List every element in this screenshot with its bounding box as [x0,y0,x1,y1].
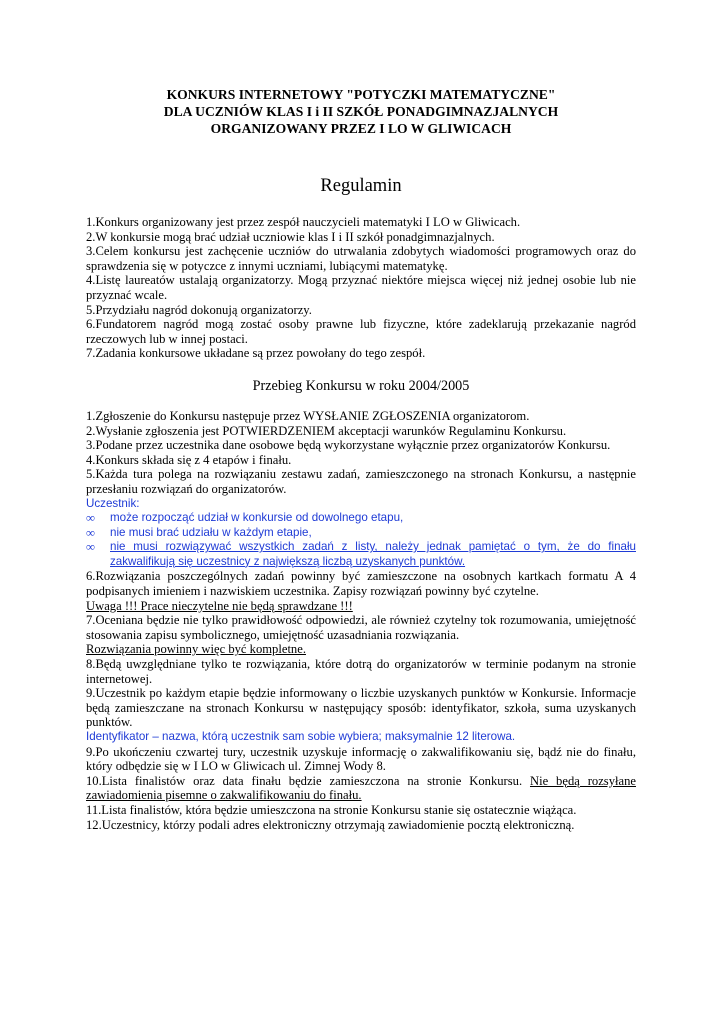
infinity-bullet-icon: ∞ [86,525,95,540]
uczestnik-bullet-2 [86,526,636,541]
infinity-bullet-icon: ∞ [86,511,95,526]
regulamin-point-5: 5.Przydziału nagród dokonują organizatorzy. [86,302,312,317]
regulamin-point-2: 2.W konkursie mogą brać udział uczniowie klas I i II szkół ponadgimnazjalnych. [86,229,495,244]
przebieg-point-9: 9.Uczestnik po każdym etapie będzie informowany o liczbie uzyskanych punktów w Konkursie. Informacje będą zamieszczane na stronach Konkursu w następujący sposób: identyfikator, szkoła, suma uzyskanych punktów. [86,686,636,730]
uczestnik-bullet-3 [86,540,636,569]
regulamin-point-6: 6.Fundatorem nagród mogą zostać osoby prawne lub fizyczne, które zadeklarują przekazanie nagród rzeczowych lub w innej postaci. [86,317,636,346]
przebieg-point-7: 7.Oceniana będzie nie tylko prawidłowość odpowiedzi, ale również czytelny tok rozumowania, umiejętność stosowania zapisu symbolicznego, umiejętność uzasadniania rozwiązania. [86,613,636,642]
przebieg-point-2: 2.Wysłanie zgłoszenia jest POTWIERDZENIEM akceptacji warunków Regulaminu Konkursu. [86,423,567,438]
infinity-bullet-icon: ∞ [86,540,95,555]
document-header [86,86,636,137]
regulamin-section [86,215,636,361]
bullet-text: może rozpocząć udział w konkursie od dowolnego etapu, [110,511,404,525]
point-10-notice: Nie będą rozsyłane zawiadomienia pisemne o zakwalifikowaniu do finału. [86,773,636,803]
przebieg-point-9b: 9.Po ukończeniu czwartej tury, uczestnik uzyskuje informację o zakwalifikowaniu się, bądź nie do finału, który odbędzie się w I LO w Gliwicach ul. Zimnej Wody 8. [86,744,636,774]
przebieg-point-8: 8.Będą uwzględniane tylko te rozwiązania, które dotrą do organizatorów w terminie podanym na stronie internetowej. [86,657,636,686]
kompletne-note: Rozwiązania powinny więc być kompletne. [86,642,306,657]
uczestnik-bullet-1 [86,511,636,526]
bullet-text: nie musi brać udziału w każdym etapie, [110,525,312,539]
przebieg-point-12: 12.Uczestnicy, którzy podali adres elektroniczny otrzymają zawiadomienie pocztą elektroniczną. [86,817,575,832]
header-line-1: KONKURS INTERNETOWY "POTYCZKI MATEMATYCZNE" [166,87,556,102]
przebieg-section [86,409,636,832]
przebieg-point-1: 1.Zgłoszenie do Konkursu następuje przez WYSŁANIE ZGŁOSZENIA organizatorom. [86,408,530,423]
przebieg-point-5: 5.Każda tura polega na rozwiązaniu zestawu zadań, zamieszczonego na stronach Konkursu, a następnie przesłaniu rozwiązań do organizatorów. [86,467,636,496]
regulamin-point-3: 3.Celem konkursu jest zachęcenie uczniów do utrwalania zdobytych wiadomości programowych oraz do sprawdzenia się w potyczce z innymi uczniami, lubiącymi matematykę. [86,244,636,273]
header-line-3: ORGANIZOWANY PRZEZ I LO W GLIWICACH [210,121,512,136]
przebieg-heading: Przebieg Konkursu w roku 2004/2005 [252,377,470,394]
regulamin-heading: Regulamin [320,176,402,196]
uwaga-note: Uwaga !!! Prace nieczytelne nie będą sprawdzane !!! [86,598,353,613]
przebieg-point-6: 6.Rozwiązania poszczególnych zadań powinny być zamieszczone na osobnych kartkach formatu A 4 podpisanych imieniem i nazwiskiem uczestnika. Zapisy rozwiązań powinny być czytelne. [86,569,636,599]
uczestnik-label: Uczestnik: [86,496,140,510]
przebieg-point-11: 11.Lista finalistów, która będzie umieszczona na stronie Konkursu stanie się ostatecznie wiążąca. [86,802,577,817]
bullet-text: nie musi rozwiązywać wszystkich zadań z listy, należy jednak pamiętać o tym, że do finału zakwalifikują się uczestnicy z największą liczbą uzyskanych punktów. [110,540,636,568]
regulamin-point-1: 1.Konkurs organizowany jest przez zespół nauczycieli matematyki I LO w Gliwicach. [86,215,521,229]
przebieg-point-3: 3.Podane przez uczestnika dane osobowe będą wykorzystane wyłącznie przez organizatorów Konkursu. [86,438,611,453]
document-page [86,86,636,832]
identyfikator-note: Identyfikator – nazwa, którą uczestnik sam sobie wybiera; maksymalnie 12 literowa. [86,730,516,743]
przebieg-point-10 [86,774,636,803]
point-10-text: 10.Lista finalistów oraz data finału będzie zamieszczona na stronie Konkursu. [86,773,523,788]
header-line-2: DLA UCZNIÓW KLAS I i II SZKÓŁ PONADGIMNAZJALNYCH [163,104,559,119]
przebieg-point-4: 4.Konkurs składa się z 4 etapów i finału. [86,452,292,467]
regulamin-point-4: 4.Listę laureatów ustalają organizatorzy. Mogą przyznać niektóre miejsca więcej niż jednej osobie lub nie przyznać wcale. [86,273,636,302]
regulamin-point-7: 7.Zadania konkursowe układane są przez powołany do tego zespół. [86,346,426,361]
